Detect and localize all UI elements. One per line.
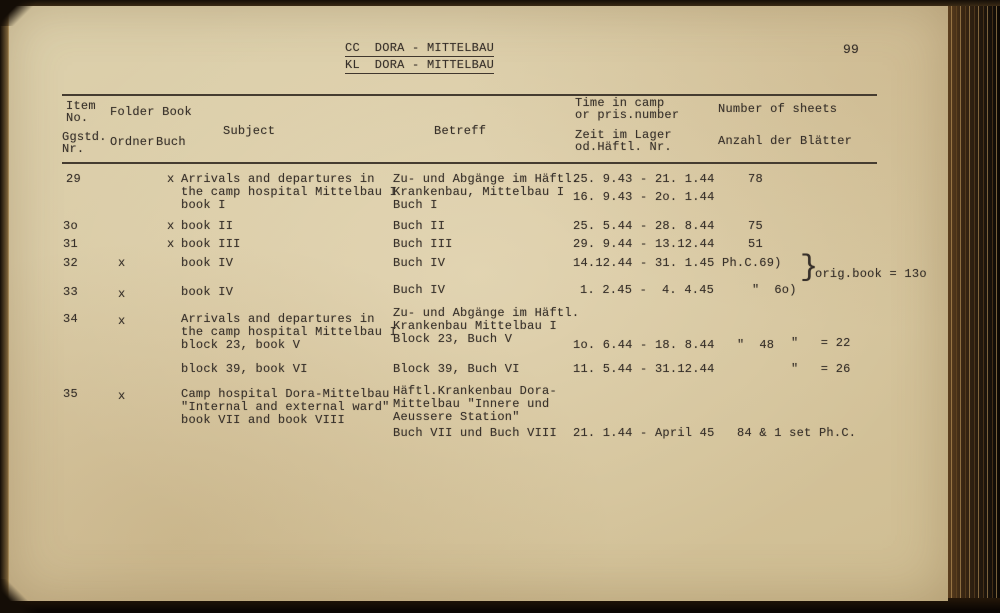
subject-line: book IV [181,285,234,299]
subject-line: book VII and book VIII [181,413,345,427]
col-header-time-en-1: Time in camp [575,96,665,110]
time-line: 25. 9.43 - 21. 1.44 [573,172,715,186]
book-mark: x [167,219,175,233]
scan-top-edge [0,0,1000,6]
annotation-text: orig.book = 13o [815,267,927,281]
subject-line: Arrivals and departures in [181,312,375,326]
time-line: 1o. 6.44 - 18. 8.44 [573,338,715,352]
betreff-line: Zu- und Abgänge im Häftl. [393,306,580,320]
book-mark: x [167,237,175,251]
time-line: 16. 9.43 - 2o. 1.44 [573,190,715,204]
folder-mark: x [118,256,126,270]
time-line: 14.12.44 - 31. 1.45 Ph.C.69) [573,256,782,270]
subject-line: the camp hospital Mittelbau I [181,185,398,199]
sheets-note: " = 26 [791,362,851,376]
sheets-value: 75 [748,219,763,233]
betreff-line: Block 39, Buch VI [393,362,520,376]
col-header-sheets-en: Number of sheets [718,102,838,116]
sheets-value: 84 & 1 set Ph.C. [737,426,857,440]
folder-mark: x [118,389,126,403]
col-header-time-de-2: od.Häftl. Nr. [575,140,672,154]
subject-line: Arrivals and departures in [181,172,375,186]
time-line: 1. 2.45 - 4. 4.45 [580,283,715,297]
betreff-line: Buch IV [393,283,446,297]
document-page [7,5,948,601]
subject-line: Camp hospital Dora-Mittelbau [181,387,390,401]
time-line: 21. 1.44 - April 45 [573,426,715,440]
col-header-item-en-2: No. [66,111,89,125]
sheets-value: " 6o) [752,283,797,297]
subject-line: book I [181,198,226,212]
col-header-buch: Buch [156,135,186,149]
betreff-line: Krankenbau, Mittelbau I [393,185,565,199]
time-line: 25. 5.44 - 28. 8.44 [573,219,715,233]
col-header-time-en-2: or pris.number [575,108,680,122]
sheets-value: 51 [748,237,763,251]
scan-left-edge [0,0,9,613]
betreff-line: Aeussere Station" [393,410,520,424]
item-number: 34 [63,312,78,326]
col-header-item-en-1: Item [66,99,96,113]
subject-line: book II [181,219,234,233]
folder-mark: x [118,314,126,328]
item-number: 35 [63,387,78,401]
subject-line: the camp hospital Mittelbau I [181,325,398,339]
betreff-line: Buch III [393,237,453,251]
time-line: 29. 9.44 - 13.12.44 [573,237,715,251]
subject-line: book III [181,237,241,251]
subject-line: block 23, book V [181,338,301,352]
betreff-line: Buch VII und Buch VIII [393,426,557,440]
betreff-line: Buch IV [393,256,446,270]
table-header-rule [62,162,877,164]
col-header-time-de-1: Zeit im Lager [575,128,672,142]
item-number: 33 [63,285,78,299]
item-number: 32 [63,256,78,270]
item-number: 29 [66,172,81,186]
item-number: 3o [63,219,78,233]
col-header-item-de-2: Nr. [62,142,85,156]
col-header-sheets-de: Anzahl der Blätter [718,134,853,148]
book-pages-edge [942,0,1000,613]
betreff-line: Block 23, Buch V [393,332,513,346]
grouping-brace: } [800,251,819,285]
sheets-value: 78 [748,172,763,186]
page-number: 99 [843,42,860,57]
subject-line: block 39, book VI [181,362,308,376]
betreff-line: Buch I [393,198,438,212]
folder-mark: x [118,287,126,301]
item-number: 31 [63,237,78,251]
betreff-line: Krankenbau Mittelbau I [393,319,557,333]
time-line: 11. 5.44 - 31.12.44 [573,362,715,376]
page-title-line1: CC DORA - MITTELBAU [345,41,495,55]
betreff-line: Häftl.Krankenbau Dora- [393,384,557,398]
table-top-rule [62,94,877,96]
scan-corner-top-left [0,0,46,26]
sheets-value: " 48 [737,338,775,352]
col-header-subject: Subject [223,124,276,138]
page-title-line2: KL DORA - MITTELBAU [345,58,495,72]
col-header-ordner: Ordner [110,135,155,149]
betreff-line: Zu- und Abgänge im Häftl. [393,172,580,186]
betreff-line: Buch II [393,219,446,233]
book-mark: x [167,172,175,186]
col-header-betreff: Betreff [434,124,487,138]
sheets-note: " = 22 [791,336,851,350]
subject-line: book IV [181,256,234,270]
subject-line: "Internal and external ward" [181,400,390,414]
col-header-item-de-1: Ggstd. [62,130,107,144]
betreff-line: Mittelbau "Innere und [393,397,550,411]
col-header-folder-book: Folder Book [110,105,192,119]
scan-corner-bottom-left [0,579,40,613]
